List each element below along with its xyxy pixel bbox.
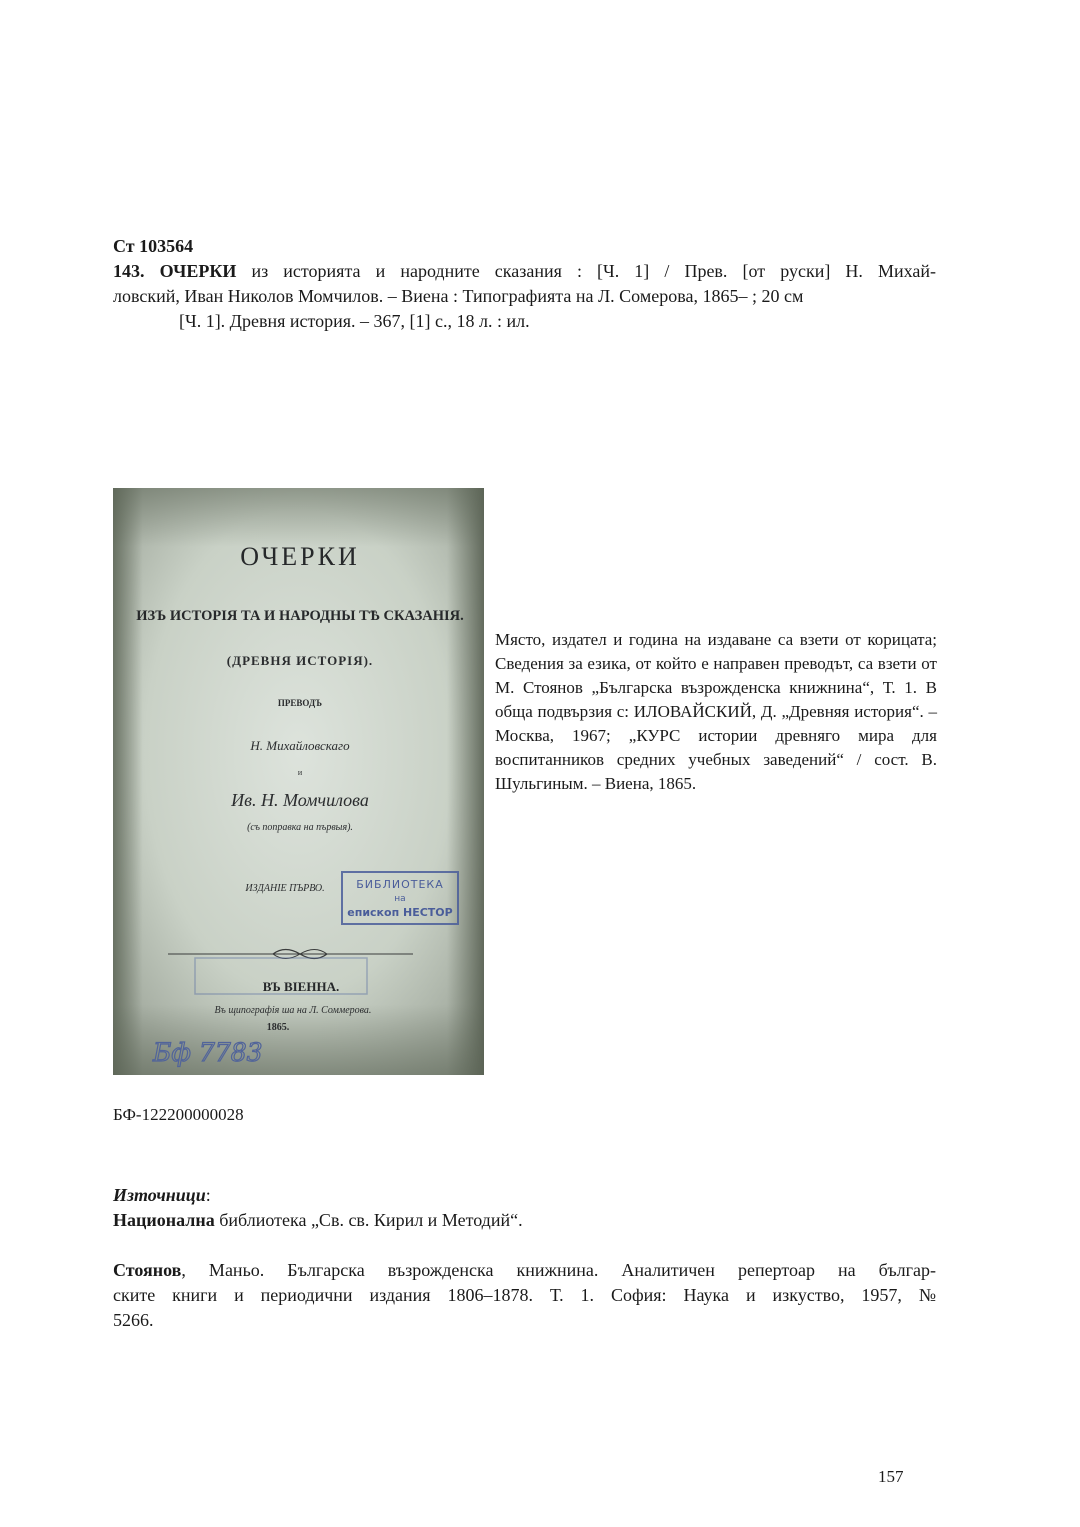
sources-section: [113, 1183, 936, 1333]
call-number: Ст 103564: [113, 236, 194, 256]
catalog-entry: [113, 234, 936, 334]
stamp-line-2: на: [394, 894, 406, 904]
source-2-line-3: 5266.: [113, 1310, 154, 1330]
note-text: Място, издател и година на издаване са взети от корицата; Сведения за езика, от който е направен преводът, са взети от М. Стоянов „Българска възрожденска книжнина“, Т. 1. В обща подвързия с: ИЛОВАЙСКИЙ, Д. „Древняя история“. – Москва, 1967; „КУРС истории древняго мира для воспитанников средних учебных заведений“ / сост. В. Шульгиным. – Виена, 1865.: [495, 630, 937, 793]
sources-heading-line: [113, 1183, 936, 1208]
photo-printer: Въ щипографія ша на Л. Соммерова.: [214, 1005, 372, 1016]
entry-line-1: [113, 259, 936, 284]
handwritten-inventory-mark: Бф 7783: [153, 1038, 263, 1067]
page-number: 157: [878, 1467, 904, 1486]
description-note: [495, 628, 937, 796]
entry-volume-line: [Ч. 1]. Древня история. – 367, [1] с., 18 л. : ил.: [179, 311, 530, 331]
photo-title: ОЧЕРКИ: [240, 542, 360, 571]
photo-translator-2: Ив. Н. Момчилова: [231, 790, 369, 810]
stamp-line-3: епископ НЕСТОР: [347, 906, 453, 919]
entry-number-title: 143. ОЧЕРКИ: [113, 261, 237, 281]
photo-translation-label: ПРЕВОДЪ: [277, 698, 323, 708]
entry-line-1-rest: из историята и народните сказания : [Ч. 1] / Прев. [от руски] Н. Михай-: [236, 261, 937, 281]
photo-translator-1: Н. Михайловскаго: [250, 738, 350, 753]
sources-heading-colon: :: [205, 1185, 211, 1205]
source-2-bold: Стоянов: [113, 1260, 182, 1280]
entry-line-2: ловский, Иван Николов Момчилов. – Виена : Типографията на Л. Сомерова, 1865– ; 20 см: [113, 286, 804, 306]
source-1-bold: Национална: [113, 1210, 215, 1230]
photo-subtitle: ИЗЪ ИСТОРІЯ ТА И НАРОДНЫ ТѢ СКАЗАНІЯ.: [136, 608, 464, 624]
photo-year: 1865.: [266, 1022, 290, 1033]
photo-edition: ИЗДАНІЕ ПЪРВО.: [245, 883, 325, 894]
photo-place: ВЪ ВІЕННА.: [262, 979, 340, 994]
photo-correction: (съ поправка на първыя).: [247, 822, 353, 833]
source-2-line-1-rest: , Маньо. Българска възрожденска книжнина. Аналитичен репертоар на българ-: [181, 1260, 936, 1280]
source-2-line-2: ските книги и периодични издания 1806–1878. Т. 1. София: Наука и изкуство, 1957, №: [113, 1285, 936, 1305]
sources-heading: Източници: [113, 1185, 206, 1205]
source-2-line-1: [113, 1258, 936, 1283]
stamp-line-1: БИБЛИОТЕКА: [356, 878, 444, 891]
source-1-rest: библиотека „Св. св. Кирил и Методий“.: [214, 1210, 523, 1230]
photo-conjunction: и: [297, 768, 303, 777]
bf-identifier: БФ-122200000028: [113, 1105, 244, 1124]
photo-section: (ДРЕВНЯ ИСТОРІЯ).: [226, 653, 374, 668]
source-1: [113, 1208, 936, 1233]
title-page-photo: [113, 488, 484, 1075]
